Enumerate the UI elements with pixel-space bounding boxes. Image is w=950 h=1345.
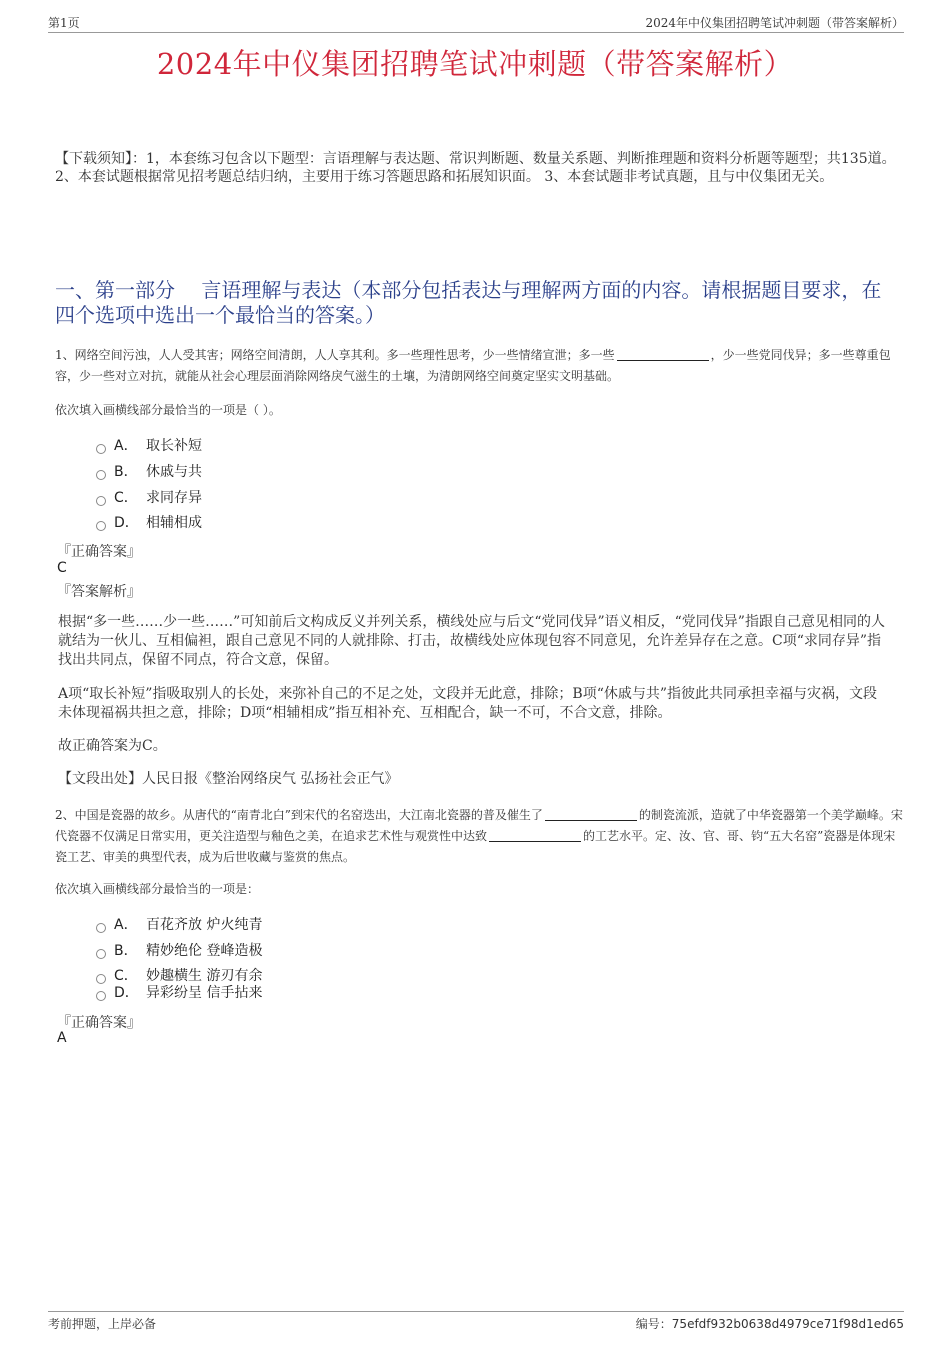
q2-answer-label: 『正确答案』 [57, 1015, 141, 1031]
q1-option-d[interactable]: D． 相辅相成 [96, 513, 202, 533]
q1-analysis-paragraph: 根据“多一些……少一些……”可知前后文构成反义并列关系，横线处应与后文“党同伐异”语义相反，“党同伐异”指跟自己意见相同的人就结为一伙儿、互相偏袒，跟自己意见不同的人就排除、打击，故横线处应体现包容不同意见，允许差异存在之意。C项“求同存异”指找出共同点，保留不同点，符合文意，保留。 [58, 614, 885, 668]
footer-code: 编号：75efdf932b0638d4979ce71f98d1ed65 [635, 1317, 904, 1331]
q2-option-c[interactable]: C． 妙趣横生 游刃有余 [96, 966, 262, 986]
download-notice: 【下载须知】：1，本套练习包含以下题型：言语理解与表达题、常识判断题、数量关系题、判断推理题和资料分析题等题型；共135道。 2、本套试题根据常见招考题总结归纳，主要用于练习答题思路和拓展知识面。 3、本套试题非考试真题，且与中仪集团无关。 [55, 151, 896, 185]
page-header [48, 14, 904, 33]
question-1-stem: 1、网络空间污浊，人人受其害；网络空间清朗，人人享其利。多一些理性思考，少一些情绪宣泄；多一些 ，少一些党同伐异；多一些尊重包容，少一些对立对抗，就能从社会心理层面消除网络戾气滋生的土壤，为清朗网络空间奠定坚实文明基础。 [55, 348, 891, 383]
page-number: 第1页 [48, 16, 80, 30]
radio-icon[interactable] [96, 521, 106, 531]
q1-option-c[interactable]: C． 求同存异 [96, 488, 202, 508]
page-footer [48, 1311, 904, 1332]
answer-blank [545, 807, 637, 821]
q1-source: 【文段出处】人民日报《整治网络戾气 弘扬社会正气》 [58, 771, 399, 787]
q1-analysis-conclusion: 故正确答案为C。 [58, 738, 167, 754]
question-2-stem: 2、中国是瓷器的故乡。从唐代的“南青北白”到宋代的名窑迭出，大江南北瓷器的普及催生了 的制瓷流派，造就了中华瓷器第一个美学巅峰。宋代瓷器不仅满足日常实用，更关注造型与釉色之美，在追求艺术性与观赏性中达致 的工艺水平。定、汝、官、哥、钧“五大名窑”瓷器是体现宋瓷工艺、审美的典型代表，成为后世收藏与鉴赏的焦点。 [55, 808, 903, 864]
radio-icon[interactable] [96, 496, 106, 506]
q2-option-a[interactable]: A． 百花齐放 炉火纯青 [96, 915, 262, 935]
q1-analysis-label: 『答案解析』 [57, 584, 141, 600]
question-2-prompt: 依次填入画横线部分最恰当的一项是： [55, 882, 260, 896]
answer-blank [617, 347, 709, 361]
q1-answer: C [57, 560, 67, 576]
q1-answer-label: 『正确答案』 [57, 544, 141, 560]
answer-blank [489, 828, 581, 842]
q2-option-b[interactable]: B． 精妙绝伦 登峰造极 [96, 941, 262, 961]
radio-icon[interactable] [96, 470, 106, 480]
question-1-prompt: 依次填入画横线部分最恰当的一项是（ ）。 [55, 403, 281, 417]
q1-option-a[interactable]: A． 取长补短 [96, 436, 202, 456]
footer-slogan: 考前押题，上岸必备 [48, 1317, 157, 1331]
q2-option-d[interactable]: D． 异彩纷呈 信手拈来 [96, 983, 262, 1003]
q2-answer: A [57, 1030, 67, 1046]
header-doc-title: 2024年中仪集团招聘笔试冲刺题（带答案解析） [645, 16, 904, 30]
section-heading: 一、第一部分 言语理解与表达（本部分包括表达与理解两方面的内容。请根据题目要求，在四个选项中选出一个最恰当的答案。） [55, 278, 882, 327]
q1-analysis-paragraph: A项“取长补短”指吸取别人的长处，来弥补自己的不足之处，文段并无此意，排除；B项“休戚与共”指彼此共同承担幸福与灾祸，文段未体现福祸共担之意，排除；D项“相辅相成”指互相补充、互相配合，缺一不可，不合文意，排除。 [58, 686, 878, 721]
q1-option-b[interactable]: B． 休戚与共 [96, 462, 202, 482]
radio-icon[interactable] [96, 923, 106, 933]
document-title: 2024年中仪集团招聘笔试冲刺题（带答案解析） [156, 47, 794, 81]
radio-icon[interactable] [96, 949, 106, 959]
radio-icon[interactable] [96, 991, 106, 1001]
radio-icon[interactable] [96, 444, 106, 454]
